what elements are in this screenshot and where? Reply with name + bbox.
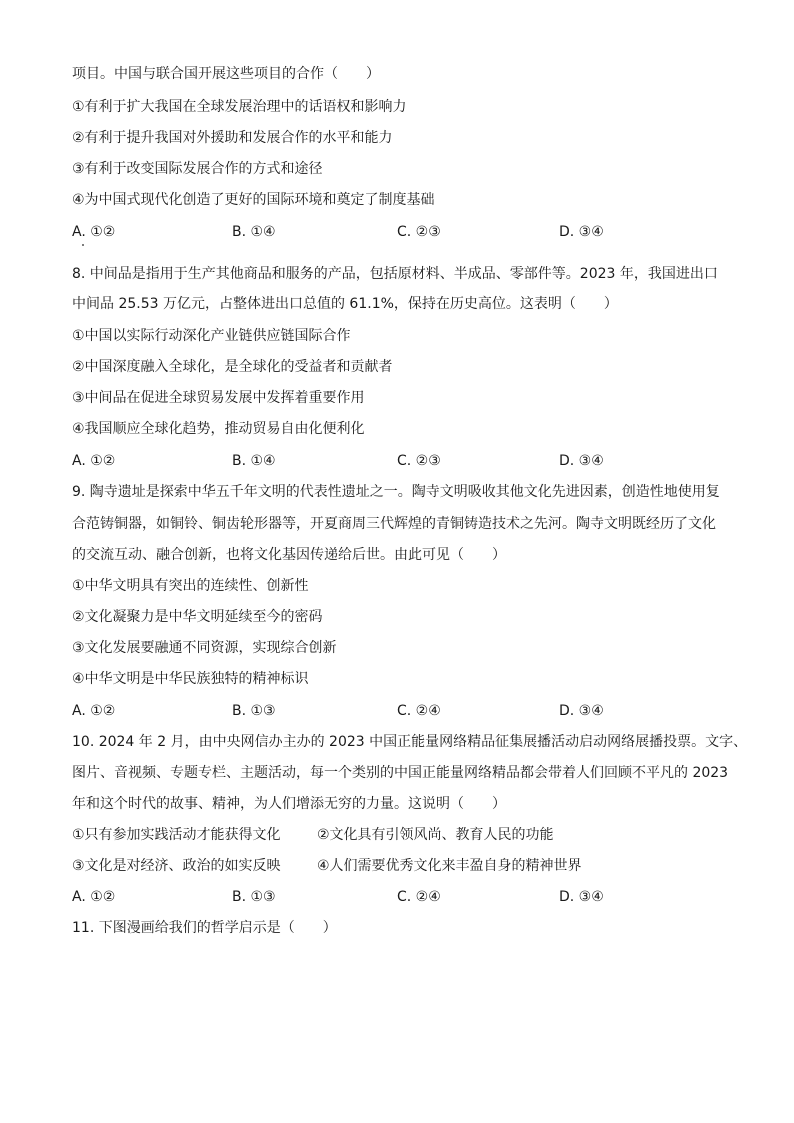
q9-stem-line-3: 的交流互动、融合创新，也将文化基因传递给后世。由此可见（ ） (72, 547, 506, 563)
q9-option-d[interactable]: D. ③④ (559, 703, 604, 719)
q10-option-c[interactable]: C. ②④ (397, 889, 441, 905)
q7-statement-3: ③有利于改变国际发展合作的方式和途径 (72, 161, 323, 177)
q8-statement-2: ②中国深度融入全球化，是全球化的受益者和贡献者 (72, 359, 393, 375)
q7-statement-2: ②有利于提升我国对外援助和发展合作的水平和能力 (72, 130, 393, 146)
q10-option-b[interactable]: B. ①③ (232, 889, 276, 905)
q10-statement-4: ④人们需要优秀文化来丰盈自身的精神世界 (317, 858, 582, 874)
q9-statement-3: ③文化发展要融通不同资源，实现综合创新 (72, 640, 337, 656)
q8-stem-line-1: 8. 中间品是指用于生产其他商品和服务的产品，包括原材料、半成品、零部件等。2023 年，我国进出口 (72, 266, 718, 282)
q8-stem-line-2: 中间品 25.53 万亿元，占整体进出口总值的 61.1%，保持在历史高位。这表明（ ） (72, 296, 618, 312)
q9-statement-1: ①中华文明具有突出的连续性、创新性 (72, 578, 309, 594)
q10-statement-2: ②文化具有引领风尚、教育人民的功能 (317, 827, 554, 843)
q7-option-c[interactable]: C. ②③ (397, 224, 441, 240)
q9-stem-line-2: 合范铸铜器，如铜铃、铜齿轮形器等，开夏商周三代辉煌的青铜铸造技术之先河。陶寺文明既经历了文化 (72, 516, 716, 532)
q9-stem-line-1: 9. 陶寺遗址是探索中华五千年文明的代表性遗址之一。陶寺文明吸收其他文化先进因素，创造性地使用复 (72, 484, 720, 500)
q8-option-b[interactable]: B. ①④ (232, 453, 276, 469)
q8-statement-1: ①中国以实际行动深化产业链供应链国际合作 (72, 328, 351, 344)
q8-statement-3: ③中间品在促进全球贸易发展中发挥着重要作用 (72, 390, 365, 406)
q8-option-a[interactable]: A. ①② (72, 453, 116, 469)
q10-statements-row-2 (72, 856, 732, 876)
q9-option-a[interactable]: A. ①② (72, 703, 116, 719)
q10-stem-line-1: 10. 2024 年 2 月，由中央网信办主办的 2023 中国正能量网络精品征集展播活动启动网络展播投票。文字、 (72, 734, 748, 750)
stray-dot-mark (82, 244, 84, 246)
q10-stem-line-3: 年和这个时代的故事、精神，为人们增添无穷的力量。这说明（ ） (72, 796, 506, 812)
q9-option-b[interactable]: B. ①③ (232, 703, 276, 719)
q9-options (72, 701, 732, 721)
q10-options (72, 887, 732, 907)
q7-statement-4: ④为中国式现代化创造了更好的国际环境和奠定了制度基础 (72, 192, 435, 208)
q8-option-c[interactable]: C. ②③ (397, 453, 441, 469)
q7-options (72, 222, 732, 242)
q8-options (72, 451, 732, 471)
q7-option-a[interactable]: A. ①② (72, 224, 116, 240)
q8-option-d[interactable]: D. ③④ (559, 453, 604, 469)
q8-statement-4: ④我国顺应全球化趋势，推动贸易自由化便利化 (72, 421, 365, 437)
q11-stem: 11. 下图漫画给我们的哲学启示是（ ） (72, 920, 337, 936)
q10-statement-1: ①只有参加实践活动才能获得文化 (72, 827, 281, 843)
q10-statement-3: ③文化是对经济、政治的如实反映 (72, 858, 281, 874)
q7-option-d[interactable]: D. ③④ (559, 224, 604, 240)
q7-statement-1: ①有利于扩大我国在全球发展治理中的话语权和影响力 (72, 99, 407, 115)
q7-option-b[interactable]: B. ①④ (232, 224, 276, 240)
q10-option-d[interactable]: D. ③④ (559, 889, 604, 905)
q9-option-c[interactable]: C. ②④ (397, 703, 441, 719)
q10-option-a[interactable]: A. ①② (72, 889, 116, 905)
q9-statement-2: ②文化凝聚力是中华文明延续至今的密码 (72, 609, 323, 625)
q9-statement-4: ④中华文明是中华民族独特的精神标识 (72, 671, 309, 687)
q10-stem-line-2: 图片、音视频、专题专栏、主题活动，每一个类别的中国正能量网络精品都会带着人们回顾不平凡的 2023 (72, 765, 729, 781)
q10-statements-row-1 (72, 825, 732, 845)
q7-stem-tail: 项目。中国与联合国开展这些项目的合作（ ） (72, 66, 380, 82)
